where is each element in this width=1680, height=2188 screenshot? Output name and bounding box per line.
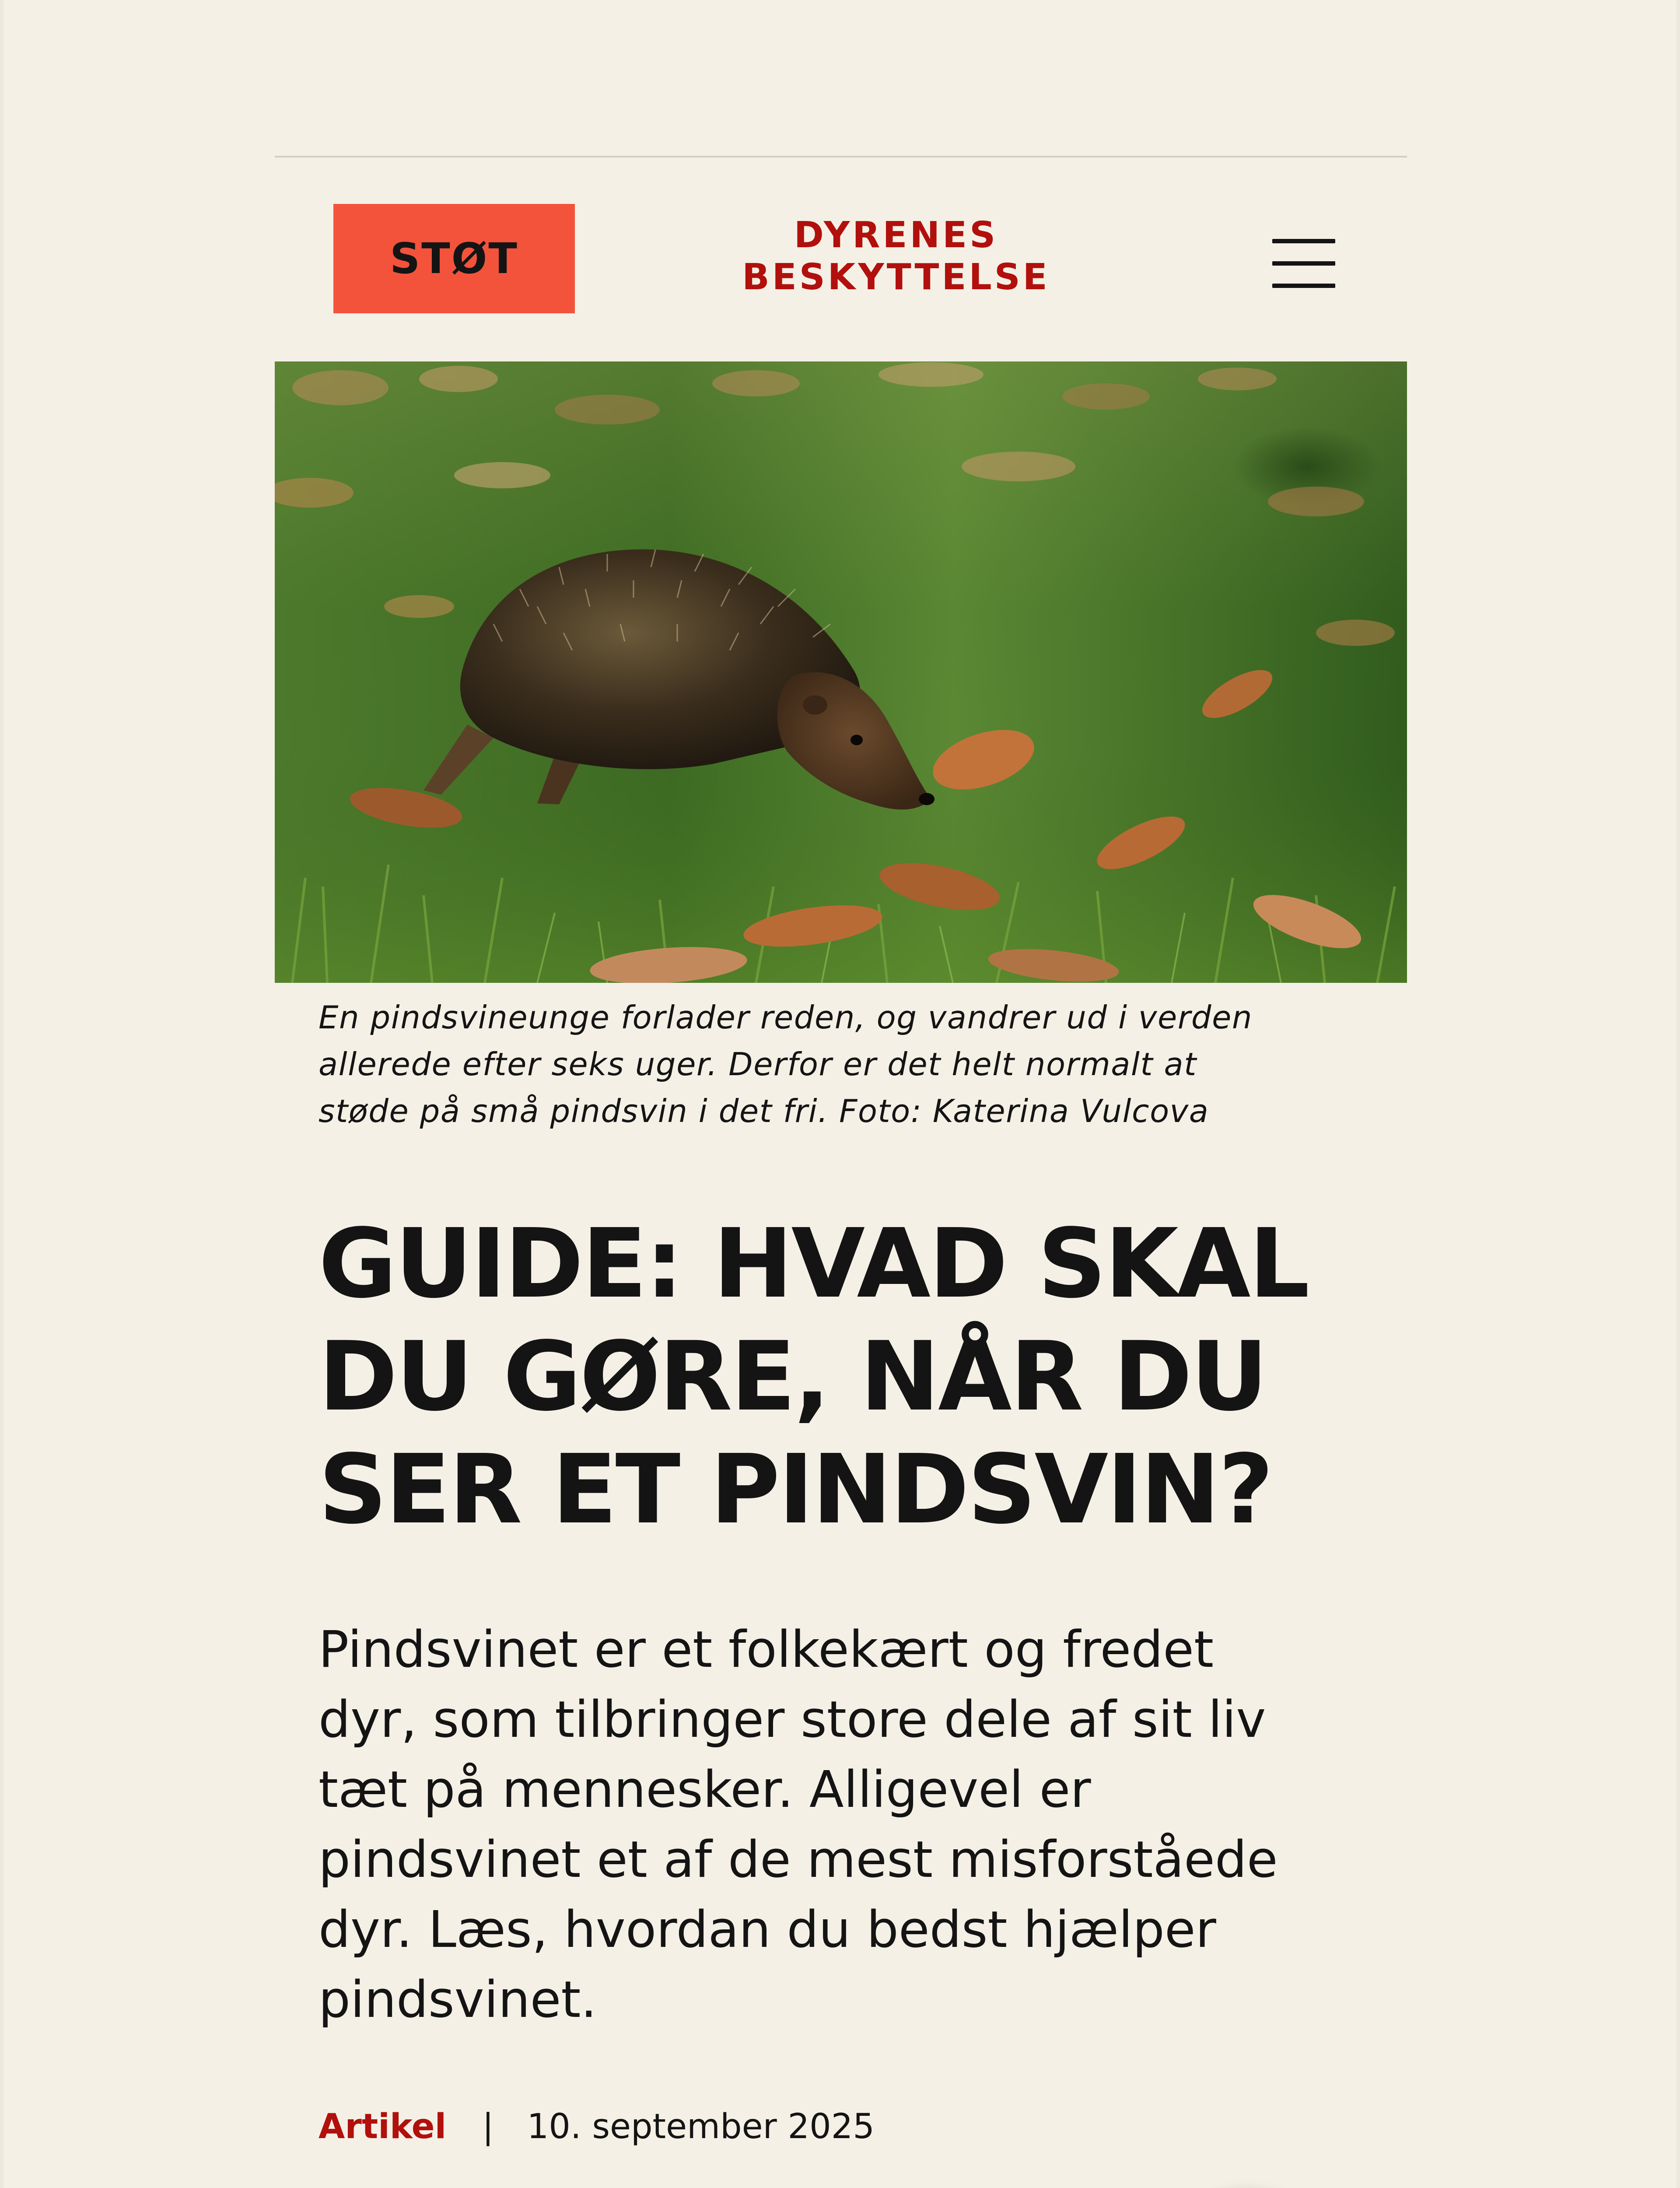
logo-line-1: DYRENES [794,214,998,256]
article-type-link[interactable]: Artikel [318,2107,447,2146]
site-logo[interactable] [712,214,1080,298]
caption-line: En pindsvineunge forlader reden, og vandrer ud i verden [318,999,1253,1036]
article-author [318,2184,590,2188]
headline-line: DU GØRE, NÅR DU [318,1322,1267,1432]
site-header [275,158,1407,361]
headline-line: SER ET PINDSVIN? [318,1434,1272,1545]
intro-line: pindsvinet. [318,1971,597,2029]
support-button-label: STØT [390,234,518,283]
menu-button[interactable] [1272,239,1335,288]
intro-line: dyr. Læs, hvordan du bedst hjælper [318,1900,1216,1959]
hero-image [275,361,1407,983]
meta-separator: | [482,2107,494,2146]
intro-line: Pindsvinet er et folkekært og fredet [318,1620,1214,1679]
author-label [318,2184,590,2188]
intro-line: pindsvinet et af de mest misforståede [318,1830,1278,1889]
support-button[interactable] [333,204,575,313]
caption-line: støde på små pindsvin i det fri. Foto: Katerina Vulcova [318,1093,1209,1129]
image-caption [318,994,1368,1135]
article-intro [318,1615,1386,2035]
headline-line: GUIDE: HVAD SKAL [318,1209,1308,1319]
intro-line: dyr, som tilbringer store dele af sit liv [318,1690,1266,1749]
article-date: 10. september 2025 [527,2107,875,2146]
hedgehog-photo-illustration [275,361,1407,983]
article-headline [318,1208,1404,1546]
logo-line-2: BESKYTTELSE [742,256,1050,298]
intro-line: tæt på mennesker. Alligevel er [318,1760,1091,1819]
article-meta [318,2105,875,2149]
caption-line: allerede efter seks uger. Derfor er det helt normalt at [318,1046,1197,1083]
